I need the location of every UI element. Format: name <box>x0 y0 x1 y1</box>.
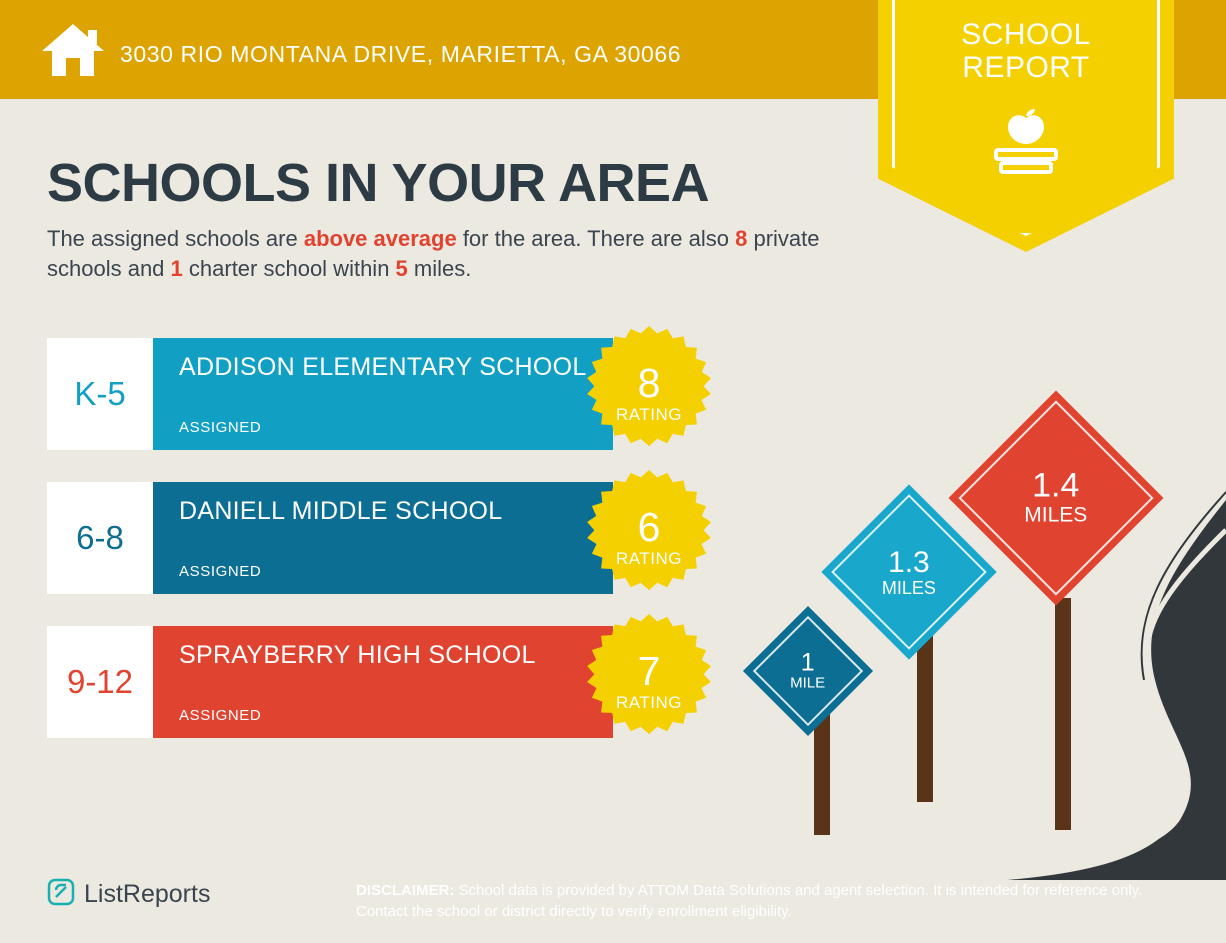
school-report-badge <box>878 0 1174 252</box>
sign-distance: 1 <box>801 648 815 677</box>
grade-range: 6-8 <box>47 482 153 594</box>
badge-title-line1: SCHOOL <box>961 18 1091 51</box>
sign-unit: MILES <box>881 577 937 598</box>
rating-value: 8 <box>637 360 661 406</box>
brand-name: ListReports <box>84 880 211 908</box>
summary-text <box>47 224 857 284</box>
disclaimer-label: DISCLAIMER: <box>356 882 455 899</box>
home-icon <box>40 22 106 78</box>
rating-label: RATING <box>616 693 682 712</box>
rating-label: RATING <box>616 405 682 424</box>
property-address: 3030 RIO MONTANA DRIVE, MARIETTA, GA 30066 <box>120 41 682 67</box>
summary-highlight-private-count: 8 <box>735 226 748 251</box>
sign-text <box>882 547 936 597</box>
rating-badge <box>581 614 717 750</box>
school-row <box>47 626 682 738</box>
disclaimer <box>356 880 1168 922</box>
school-row <box>47 338 682 450</box>
rating-label: RATING <box>616 549 682 568</box>
sign-unit: MILES <box>1024 503 1088 527</box>
summary-part-2: for the area. There are also <box>456 226 736 251</box>
summary-highlight-radius: 5 <box>395 256 408 281</box>
sign-distance: 1.4 <box>1032 467 1080 506</box>
school-bar <box>153 482 613 594</box>
school-status: ASSIGNED <box>179 563 262 580</box>
school-status: ASSIGNED <box>179 419 262 436</box>
badge-title <box>878 18 1174 84</box>
school-list <box>47 338 682 770</box>
apple-on-books-icon <box>878 108 1174 181</box>
badge-title-line2: REPORT <box>962 51 1090 84</box>
sign-text <box>1024 469 1087 527</box>
page-title: SCHOOLS IN YOUR AREA <box>47 153 710 213</box>
sign-distance: 1.3 <box>888 545 930 579</box>
school-bar <box>153 338 613 450</box>
school-name: SPRAYBERRY HIGH SCHOOL <box>179 641 536 669</box>
school-name: ADDISON ELEMENTARY SCHOOL <box>179 353 587 381</box>
sign-unit: MILE <box>790 675 826 693</box>
school-name: DANIELL MIDDLE SCHOOL <box>179 497 503 525</box>
grade-range: K-5 <box>47 338 153 450</box>
rating-badge <box>581 470 717 606</box>
rating-badge <box>581 326 717 462</box>
disclaimer-text: School data is provided by ATTOM Data Solutions and agent selection. It is intended for reference only. Contact the school or district directly to verify enrollment eligibility. <box>356 882 1143 920</box>
rating-value: 6 <box>637 504 661 550</box>
school-status: ASSIGNED <box>179 707 262 724</box>
school-row <box>47 482 682 594</box>
sign-text <box>790 650 825 692</box>
listreports-logo-icon <box>47 878 75 911</box>
summary-highlight-charter-count: 1 <box>170 256 183 281</box>
summary-part-5: miles. <box>407 256 472 281</box>
grade-range: 9-12 <box>47 626 153 738</box>
summary-part-1: The assigned schools are <box>47 226 304 251</box>
school-bar <box>153 626 613 738</box>
summary-part-3: private schools and <box>47 226 820 281</box>
summary-part-4: charter school within <box>182 256 396 281</box>
summary-highlight-rating: above average <box>303 226 457 251</box>
brand-logo <box>47 878 210 911</box>
rating-value: 7 <box>637 648 661 694</box>
road-illustration <box>740 380 1226 880</box>
sign-post-3 <box>1055 598 1071 830</box>
